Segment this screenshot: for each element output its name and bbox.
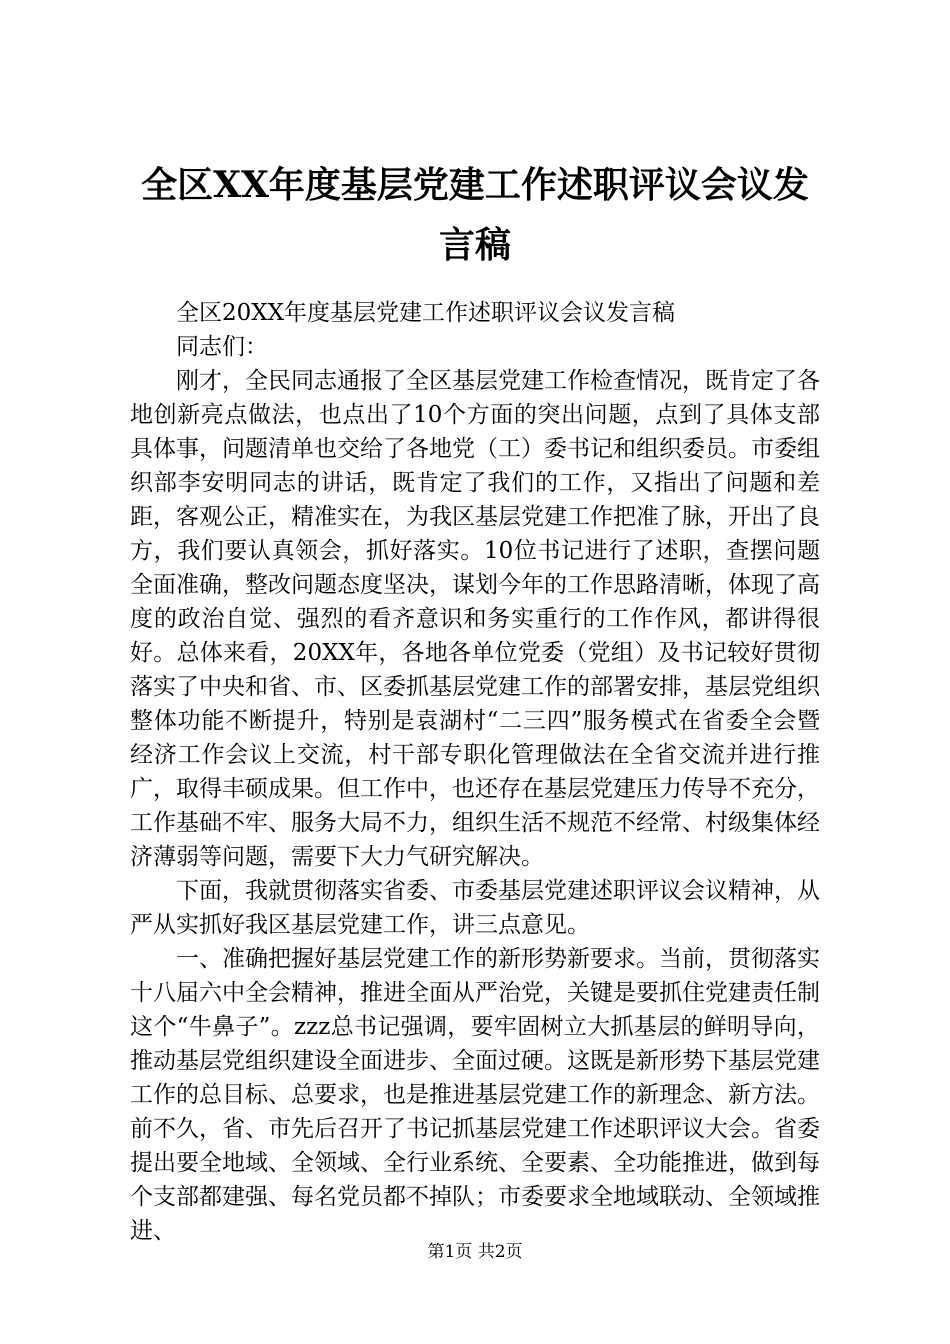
document-title: 全区XX年度基层党建工作述职评议会议发言稿 xyxy=(141,164,809,266)
body-paragraph: 下面，我就贯彻落实省委、市委基层党建述职评议会议精神，从严从实抓好我区基层党建工作，讲三点意见。 xyxy=(130,878,820,938)
body-paragraph: 同志们： xyxy=(176,334,268,360)
body-paragraph: 全区20XX年度基层党建工作述职评议会议发言稿 xyxy=(176,300,676,326)
body-paragraph: 一、准确把握好基层党建工作的新形势新要求。当前，贯彻落实十八届六中全会精神，推进全面从严治党，关键是要抓住党建责任制这个“牛鼻子”。zzz总书记强调，要牢固树立大抓基层的鲜明导向，推动基层党组织建设全面进步、全面过硬。这既是新形势下基层党建工作的总目标、总要求，也是推进基层党建工作的新理念、新方法。前不久，省、市先后召开了书记抓基层党建工作述职评议大会。省委提出要全地域、全领域、全行业系统、全要素、全功能推进，做到每个支部都建强、每名党员都不掉队；市委要求全地域联动、全领域推进、 xyxy=(130,946,820,1244)
body-paragraph: 刚才，全民同志通报了全区基层党建工作检查情况，既肯定了各地创新亮点做法，也点出了10个方面的突出问题，点到了具体支部具体事，问题清单也交给了各地党（工）委书记和组织委员。市委组织部李安明同志的讲话，既肯定了我们的工作，又指出了问题和差距，客观公正，精准实在，为我区基层党建工作把准了脉，开出了良方，我们要认真领会，抓好落实。10位书记进行了述职，查摆问题全面准确，整改问题态度坚决，谋划今年的工作思路清晰，体现了高度的政治自觉、强烈的看齐意识和务实重行的工作作风，都讲得很好。总体来看，20XX年，各地各单位党委（党组）及书记较好贯彻落实了中央和省、市、区委抓基层党建工作的部署安排，基层党组织整体功能不断提升，特别是袁湖村“二三四”服务模式在省委全会暨经济工作会议上交流，村干部专职化管理做法在全省交流并进行推广，取得丰硕成果。但工作中，也还存在基层党建压力传导不充分，工作基础不牢、服务大局不力，组织生活不规范不经常、村级集体经济薄弱等问题，需要下大力气研究解决。 xyxy=(130,368,820,870)
document-body xyxy=(130,296,820,1248)
page-footer: 第1页 共2页 xyxy=(427,1242,523,1262)
